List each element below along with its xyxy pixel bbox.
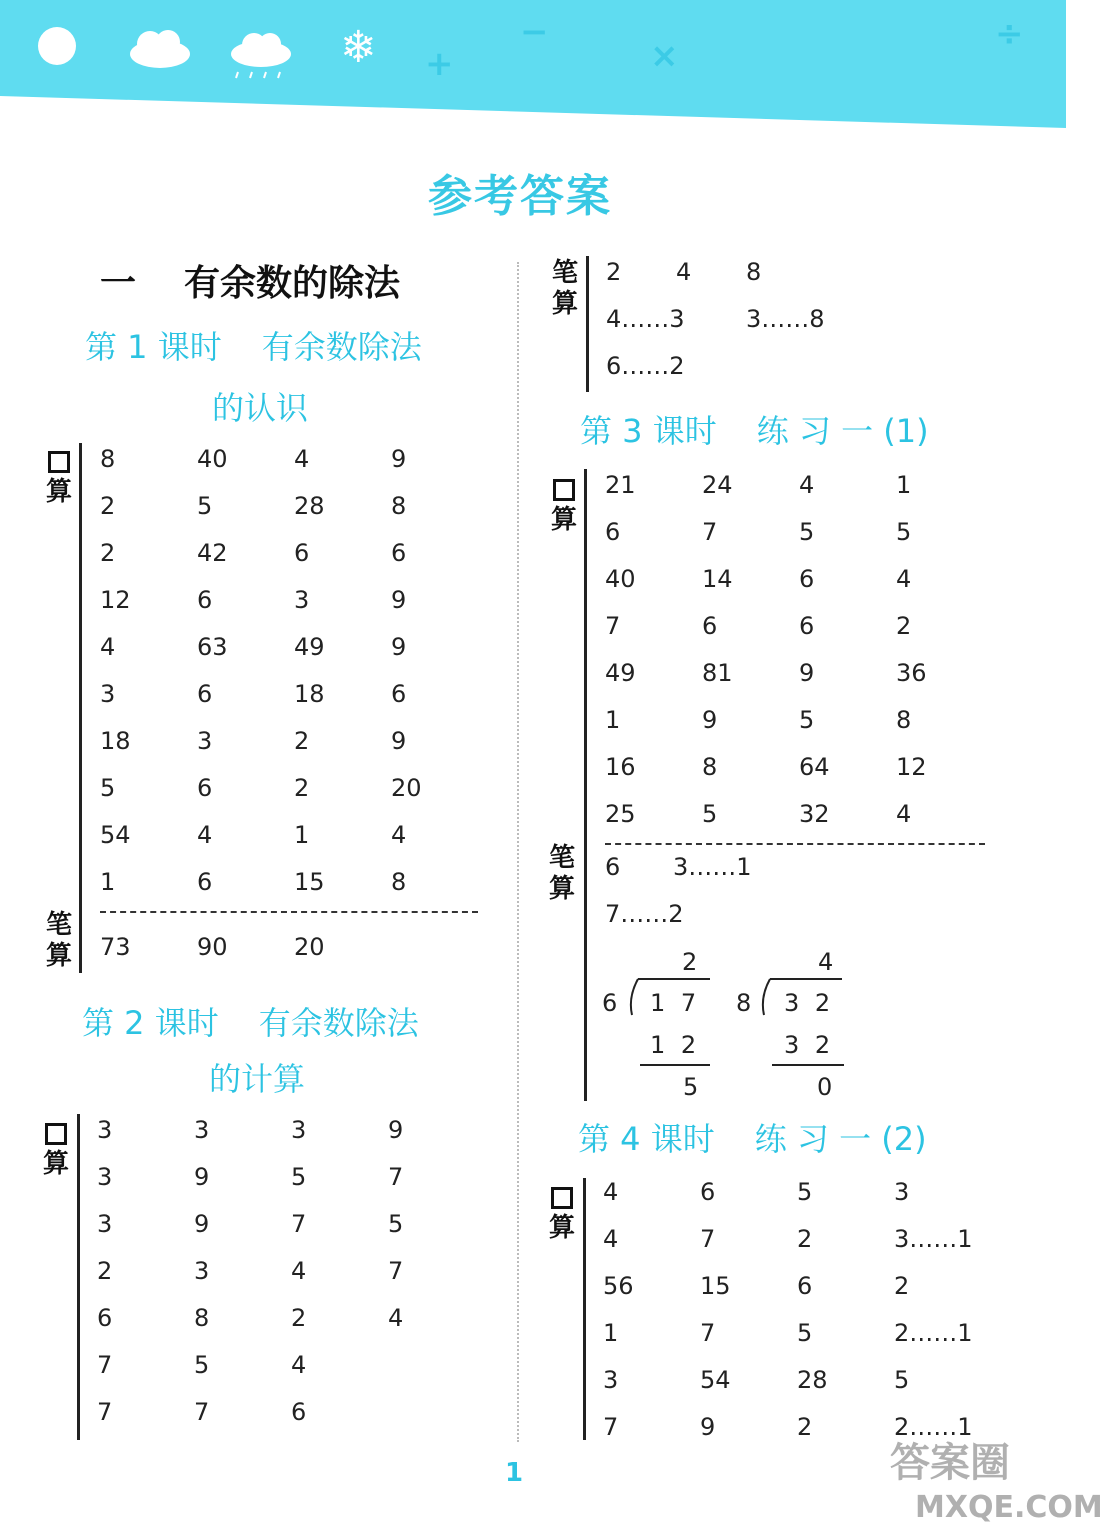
answer-cell: 9 <box>700 1413 716 1441</box>
answer-cell: 6 <box>391 680 407 708</box>
answer-row <box>97 1209 485 1256</box>
lesson3-separator <box>605 843 985 845</box>
answer-cell: 1 <box>294 821 310 849</box>
snowflake-icon: ❄ <box>340 22 377 73</box>
lesson2-written-row: 2 4 8 <box>606 258 762 286</box>
answer-cell: 7 <box>603 1413 619 1441</box>
answer-cell: 28 <box>797 1366 828 1394</box>
plus-icon: + <box>425 44 454 84</box>
lesson1-subtitle: 的认识 <box>212 389 309 427</box>
answer-cell: 5 <box>388 1210 404 1238</box>
answer-cell: 56 <box>603 1272 634 1300</box>
lesson4-oral-grid <box>603 1177 991 1459</box>
answer-cell: 3 <box>194 1257 210 1285</box>
answer-row <box>605 658 993 705</box>
oral-label: 算 <box>548 474 580 536</box>
answer-cell: 2 <box>97 1257 113 1285</box>
answer-cell: 4 <box>391 821 407 849</box>
answer-cell: 40 <box>197 445 228 473</box>
lesson2-title-name: 有余数除法 <box>258 1004 419 1042</box>
answer-cell: 4 <box>388 1304 404 1332</box>
lesson3-title-name: 练 习 一 (1) <box>756 412 929 450</box>
answer-cell: 5 <box>100 774 116 802</box>
answer-cell: 54 <box>100 821 131 849</box>
answer-cell: 1 <box>100 868 116 896</box>
answer-cell: 3 <box>894 1178 910 1206</box>
answer-row <box>100 538 488 585</box>
kou-glyph <box>45 1123 67 1145</box>
answer-row <box>603 1318 991 1365</box>
answer-row <box>97 1303 485 1350</box>
sun-icon <box>38 27 76 65</box>
answer-row <box>100 585 488 632</box>
answer-row <box>605 517 993 564</box>
lesson4-title-number: 第 4 课时 <box>578 1120 715 1158</box>
lesson2-title-number: 第 2 课时 <box>82 1004 219 1042</box>
lesson3-title <box>580 406 929 452</box>
lesson4-title <box>578 1114 927 1160</box>
answer-cell: 40 <box>605 565 636 593</box>
answer-cell: 1 <box>896 471 912 499</box>
answer-cell: 6 <box>197 680 213 708</box>
answer-cell: 2 <box>294 774 310 802</box>
answer-cell: 6 <box>605 518 621 546</box>
answer-cell: 7 <box>700 1319 716 1347</box>
answer-cell: 7 <box>388 1163 404 1191</box>
lesson1-oral-grid <box>100 444 488 914</box>
minus-icon: − <box>520 12 549 52</box>
lesson2-written-row: 6……2 <box>606 352 685 380</box>
answer-cell: 5 <box>799 518 815 546</box>
answer-cell: 7 <box>194 1398 210 1426</box>
answer-cell: 2 <box>797 1413 813 1441</box>
answer-cell: 7 <box>291 1210 307 1238</box>
answer-cell: 8 <box>391 868 407 896</box>
answer-cell: 21 <box>605 471 636 499</box>
lesson1-written-grid <box>100 932 391 979</box>
answer-cell: 5 <box>896 518 912 546</box>
answer-cell: 9 <box>799 659 815 687</box>
answer-row <box>97 1162 485 1209</box>
answer-cell: 4 <box>197 821 213 849</box>
answer-cell: 6 <box>700 1178 716 1206</box>
answer-cell: 1 <box>603 1319 619 1347</box>
answer-cell: 16 <box>605 753 636 781</box>
answer-cell: 4 <box>294 445 310 473</box>
answer-cell: 4 <box>603 1225 619 1253</box>
answer-cell: 4 <box>291 1351 307 1379</box>
answer-cell: 6 <box>391 539 407 567</box>
lesson4-title-name: 练 习 一 (2) <box>754 1120 927 1158</box>
divide-icon: ÷ <box>995 14 1024 54</box>
answer-cell: 73 <box>100 933 131 961</box>
answer-cell: 3 <box>100 680 116 708</box>
answer-row <box>605 611 993 658</box>
answer-cell: 15 <box>700 1272 731 1300</box>
answer-cell: 3 <box>194 1116 210 1144</box>
lesson1-title <box>85 322 422 368</box>
answer-row <box>605 470 993 517</box>
ld1-remainder: 5 <box>683 1073 699 1101</box>
answer-cell: 5 <box>291 1163 307 1191</box>
answer-cell: 2 <box>896 612 912 640</box>
answer-cell: 28 <box>294 492 325 520</box>
answer-cell: 6 <box>291 1398 307 1426</box>
answer-row <box>97 1397 485 1444</box>
lesson3-written-row: 7……2 <box>605 900 684 928</box>
answer-cell: 14 <box>702 565 733 593</box>
answer-cell: 18 <box>294 680 325 708</box>
answer-cell: 6 <box>799 612 815 640</box>
answer-cell: 9 <box>391 727 407 755</box>
answer-cell: 9 <box>391 633 407 661</box>
answer-row <box>100 679 488 726</box>
kou-glyph <box>553 479 575 501</box>
answer-row <box>100 726 488 773</box>
answer-cell: 12 <box>100 586 131 614</box>
answer-cell: 6 <box>197 586 213 614</box>
answer-cell: 9 <box>194 1163 210 1191</box>
answer-cell: 64 <box>799 753 830 781</box>
oral-label: 算 <box>40 1118 72 1180</box>
answer-cell: 4 <box>603 1178 619 1206</box>
unit-number: 一 <box>100 263 137 304</box>
answer-cell: 3 <box>603 1366 619 1394</box>
ld2-quotient: 4 <box>818 948 834 976</box>
answer-cell: 8 <box>391 492 407 520</box>
answer-row <box>100 820 488 867</box>
unit-title <box>100 255 400 306</box>
lesson1-title-name: 有余数除法 <box>261 328 422 366</box>
answer-cell: 15 <box>294 868 325 896</box>
answer-cell: 7 <box>605 612 621 640</box>
lesson2-written-row: 4……3 3……8 <box>606 305 825 333</box>
ld2-dividend: 3 2 <box>784 989 831 1017</box>
answer-cell: 25 <box>605 800 636 828</box>
answer-cell: 5 <box>797 1178 813 1206</box>
ld1-dividend: 1 7 <box>650 989 697 1017</box>
answer-cell: 3 <box>294 586 310 614</box>
answer-cell: 5 <box>799 706 815 734</box>
answer-row <box>100 932 391 979</box>
answer-cell: 9 <box>388 1116 404 1144</box>
answer-cell: 2 <box>797 1225 813 1253</box>
answer-cell: 6 <box>797 1272 813 1300</box>
answer-row <box>100 491 488 538</box>
answer-cell: 2 <box>100 492 116 520</box>
ld2-remainder: 0 <box>817 1073 833 1101</box>
ld2-rule <box>772 1064 844 1066</box>
answer-cell: 4 <box>100 633 116 661</box>
answer-cell: 8 <box>702 753 718 781</box>
answer-row <box>97 1350 485 1397</box>
answer-cell: 24 <box>702 471 733 499</box>
ld1-divisor: 6 <box>602 989 618 1017</box>
answer-cell: 9 <box>702 706 718 734</box>
answer-row <box>605 799 993 846</box>
answer-cell: 4 <box>291 1257 307 1285</box>
answer-row <box>100 632 488 679</box>
answer-cell: 6 <box>97 1304 113 1332</box>
written-label: 笔 算 <box>551 258 578 319</box>
answer-cell: 4 <box>896 800 912 828</box>
answer-row <box>100 867 488 914</box>
answer-cell: 6 <box>197 774 213 802</box>
lesson2-written-bracket <box>586 256 589 392</box>
ld2-product: 3 2 <box>784 1031 831 1059</box>
answer-row <box>603 1271 991 1318</box>
times-icon: × <box>650 36 679 76</box>
ld2-divisor: 8 <box>736 989 752 1017</box>
lesson1-separator <box>100 911 478 913</box>
oral-label: 算 <box>546 1182 578 1244</box>
ld1-rule <box>640 1064 710 1066</box>
answer-cell: 3 <box>291 1116 307 1144</box>
answer-cell: 8 <box>194 1304 210 1332</box>
answer-cell: 9 <box>391 586 407 614</box>
answer-cell: 5 <box>197 492 213 520</box>
answer-cell: 18 <box>100 727 131 755</box>
answer-row <box>603 1224 991 1271</box>
answer-cell: 3 <box>97 1210 113 1238</box>
answer-cell: 49 <box>605 659 636 687</box>
answer-cell: 2 <box>894 1272 910 1300</box>
answer-cell: 4 <box>896 565 912 593</box>
answer-row <box>605 705 993 752</box>
answer-cell: 3 <box>97 1163 113 1191</box>
answer-cell: 3 <box>97 1116 113 1144</box>
answer-row <box>100 444 488 491</box>
answer-cell: 2 <box>294 727 310 755</box>
answer-cell: 6 <box>294 539 310 567</box>
answer-cell: 54 <box>700 1366 731 1394</box>
answer-cell: 7 <box>388 1257 404 1285</box>
answer-cell: 5 <box>702 800 718 828</box>
answer-cell: 8 <box>896 706 912 734</box>
answer-cell: 5 <box>194 1351 210 1379</box>
lesson1-bracket <box>79 443 82 973</box>
answer-row <box>97 1256 485 1303</box>
answer-cell: 2……1 <box>894 1413 973 1441</box>
written-label: 笔 算 <box>45 910 72 971</box>
answer-cell: 7 <box>700 1225 716 1253</box>
watermark-url: MXQE.COM <box>915 1490 1103 1525</box>
answer-cell: 2……1 <box>894 1319 973 1347</box>
answer-row <box>97 1115 485 1162</box>
lesson3-oral-grid <box>605 470 993 846</box>
answer-cell: 9 <box>391 445 407 473</box>
answer-cell: 2 <box>291 1304 307 1332</box>
ld1-quotient: 2 <box>682 948 698 976</box>
answer-row <box>603 1177 991 1224</box>
lesson1-title-number: 第 1 课时 <box>85 328 222 366</box>
oral-label: 算 <box>43 446 75 508</box>
answer-cell: 7 <box>97 1351 113 1379</box>
answer-cell: 49 <box>294 633 325 661</box>
watermark-logo: 答案圈 <box>890 1440 1010 1486</box>
lesson2-subtitle: 的计算 <box>209 1060 306 1098</box>
answer-cell: 1 <box>605 706 621 734</box>
answer-cell: 4 <box>799 471 815 499</box>
answer-cell: 20 <box>294 933 325 961</box>
answer-cell: 8 <box>100 445 116 473</box>
cloud-icon <box>126 22 194 72</box>
answer-cell: 3 <box>197 727 213 755</box>
answer-cell: 6 <box>197 868 213 896</box>
answer-cell: 81 <box>702 659 733 687</box>
lesson3-written-row: 6 3……1 <box>605 853 752 881</box>
answer-row <box>603 1365 991 1412</box>
answer-cell: 6 <box>799 565 815 593</box>
lesson2-title <box>82 998 419 1044</box>
answer-cell: 12 <box>896 753 927 781</box>
answer-cell: 7 <box>97 1398 113 1426</box>
page-title: 参考答案 <box>428 171 612 222</box>
page-number: 1 <box>505 1458 524 1488</box>
answer-cell: 5 <box>894 1366 910 1394</box>
kou-glyph <box>551 1187 573 1209</box>
answer-cell: 7 <box>702 518 718 546</box>
answer-row <box>605 752 993 799</box>
answer-cell: 2 <box>100 539 116 567</box>
answer-cell: 6 <box>702 612 718 640</box>
answer-cell: 36 <box>896 659 927 687</box>
lesson2-bracket <box>77 1114 80 1440</box>
lesson2-oral-grid <box>97 1115 485 1444</box>
lesson3-bracket <box>584 469 587 1101</box>
ld1-product: 1 2 <box>650 1031 697 1059</box>
answer-cell: 90 <box>197 933 228 961</box>
answer-cell: 32 <box>799 800 830 828</box>
answer-cell: 9 <box>194 1210 210 1238</box>
unit-name: 有余数的除法 <box>184 263 401 304</box>
answer-cell: 63 <box>197 633 228 661</box>
column-divider <box>517 262 519 1442</box>
answer-cell: 5 <box>797 1319 813 1347</box>
answer-row <box>100 773 488 820</box>
answer-cell: 20 <box>391 774 422 802</box>
kou-glyph <box>48 451 70 473</box>
lesson3-title-number: 第 3 课时 <box>580 412 717 450</box>
answer-cell: 3……1 <box>894 1225 973 1253</box>
written-label: 笔 算 <box>548 843 575 904</box>
lesson4-bracket <box>583 1178 586 1440</box>
answer-row <box>605 564 993 611</box>
rain-cloud-icon <box>226 28 296 84</box>
answer-cell: 42 <box>197 539 228 567</box>
